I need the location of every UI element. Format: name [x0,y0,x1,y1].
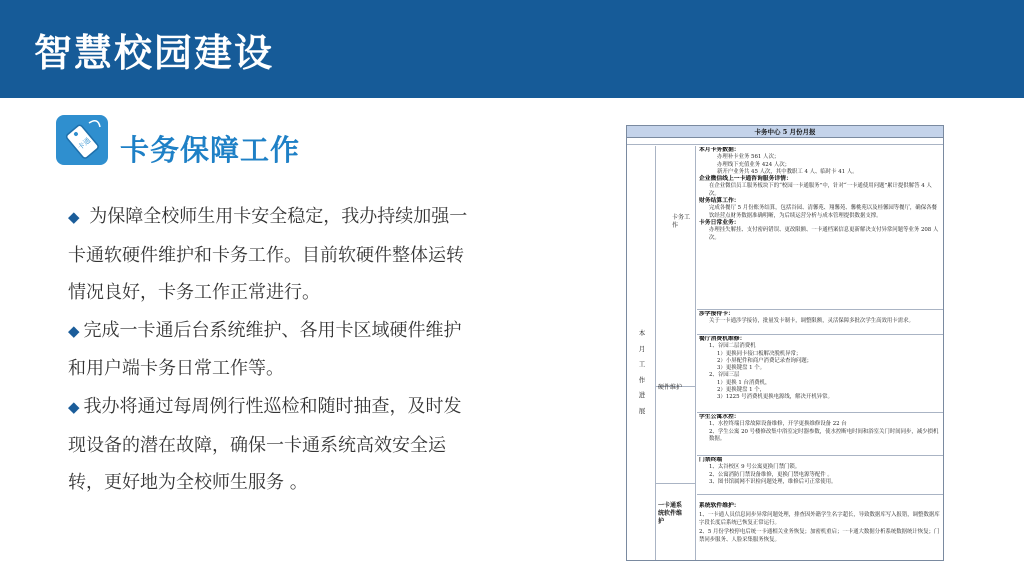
report-title: 卡务中心 5 月份月报 [627,126,943,138]
page-title: 智慧校园建设 [34,31,275,75]
report-side-label: 本月工作进展 [638,329,646,415]
category-card-work: 卡务工作 [672,214,691,229]
category-hardware: 硬件维护 [658,384,683,391]
report-side-column [627,146,656,560]
body-text [68,198,468,502]
reception-card-details: 涉学接待卡： 关于一卡通涉学接待，批量发卡制卡，调整限额，灵活保障多批次学生高效用卡需求。 [699,311,914,325]
row-divider [656,483,696,484]
paragraph: ◆ 我办将通过每周例行性巡检和随时抽查，及时发现设备的潜在故障，确保一卡通系统高效安全运转，更好地为全校师生服务 。 [68,395,462,494]
row-divider [697,309,943,310]
diamond-bullet-icon: ◆ [68,208,80,226]
report-spacer-row [627,138,943,145]
svg-text:卡通: 卡通 [76,136,93,152]
card-tag-icon [56,115,108,165]
row-divider [697,412,943,413]
canteen-pos-repair: 餐厅消费机维修： 1、谷园二层消费机 1）更换同卡接口板解决脱机异常； 2）小屏配件和商户消费记录查询问题； 3）更换键盘 1 个。 2、谷园三层 1）更换 1 台消费机， 2）更换键盘 1 个， 3）1225 号消费机更换电源线，解决开机异常。 [699,336,833,401]
header-bar [0,0,1024,98]
diamond-bullet-icon: ◆ [68,321,80,340]
report-content-column [697,146,943,560]
report-category-column [656,146,696,560]
paragraph: ◆ 为保障全校师生用卡安全稳定，我办持续加强一卡通软硬件维护和卡务工作。目前软硬件整体运转情况良好，卡务工作正常进行。 [68,206,468,304]
category-software: 一卡通系统软件维护 [658,502,683,525]
access-control-terminal: 门禁终端 1、太谷校区 9 号公寓更换门禁门锁。 2、公寓消防门禁设备维修，更换门禁电源等配件 。 3、图书馆属网不识检问题处理，维修后可正常使用。 [699,457,837,485]
paragraph: ◆ 完成一卡通后台系统维护、各用卡区域硬件维护和用户端卡务日常工作等。 [68,319,462,380]
card-work-details: 本月卡务数据： 办理补卡业务 561 人次； 办理线下充值业务 424 人次； 新开户业务共 45 人次，其中教职工 4 人、临时卡 41 人。 企业微信线上一卡通咨询服务详情： 在企业微信员工服务板块下的“校园一卡通服务”中，针对“一卡通使用问题”累计提供解答 4 人次。 财务结算工作： 完成各餐厅 5 月份账务结算，包括谷园、清馨苑、翔馨苑、馨桃苑以及桂馨园等餐厅，确保各餐饮经营点财务数据准确明晰，为后续运营分析与成本管理提供数据支撑。 卡务日常业务： 办理挂失解挂、支付密码错误、更改限额、一卡通档案信息更新解决支付异常问题等业务 208 人次。 [699,147,939,241]
section-title: 卡务保障工作 [120,133,301,167]
row-divider [697,494,943,495]
row-divider [697,334,943,335]
row-divider [697,455,943,456]
system-software-maintenance: 系统软件维护： 1、一卡通人员信息同步异常问题处理，排查因外籍学生名字超长，导致数据库写入报错，调整数据库字段长度后系统已恢复正常运行。 2、5 月份学校停电后统一卡通相关业务恢复；加密机重启；一卡通大数据分析系统数据统计恢复；门禁同步服务、人脸采集服务恢复。 [699,503,940,543]
diamond-bullet-icon: ◆ [68,397,80,416]
monthly-report-table [626,125,944,561]
dorm-water-control: 学生公寓水控： 1、水控终端日常故障设备维修，开学更换维修设备 22 台 2、学生公寓 20 号楼修改集中浴室定时器参数，使水控断电时间和浴室关门时间同步，减少損机数据。 [699,414,939,442]
